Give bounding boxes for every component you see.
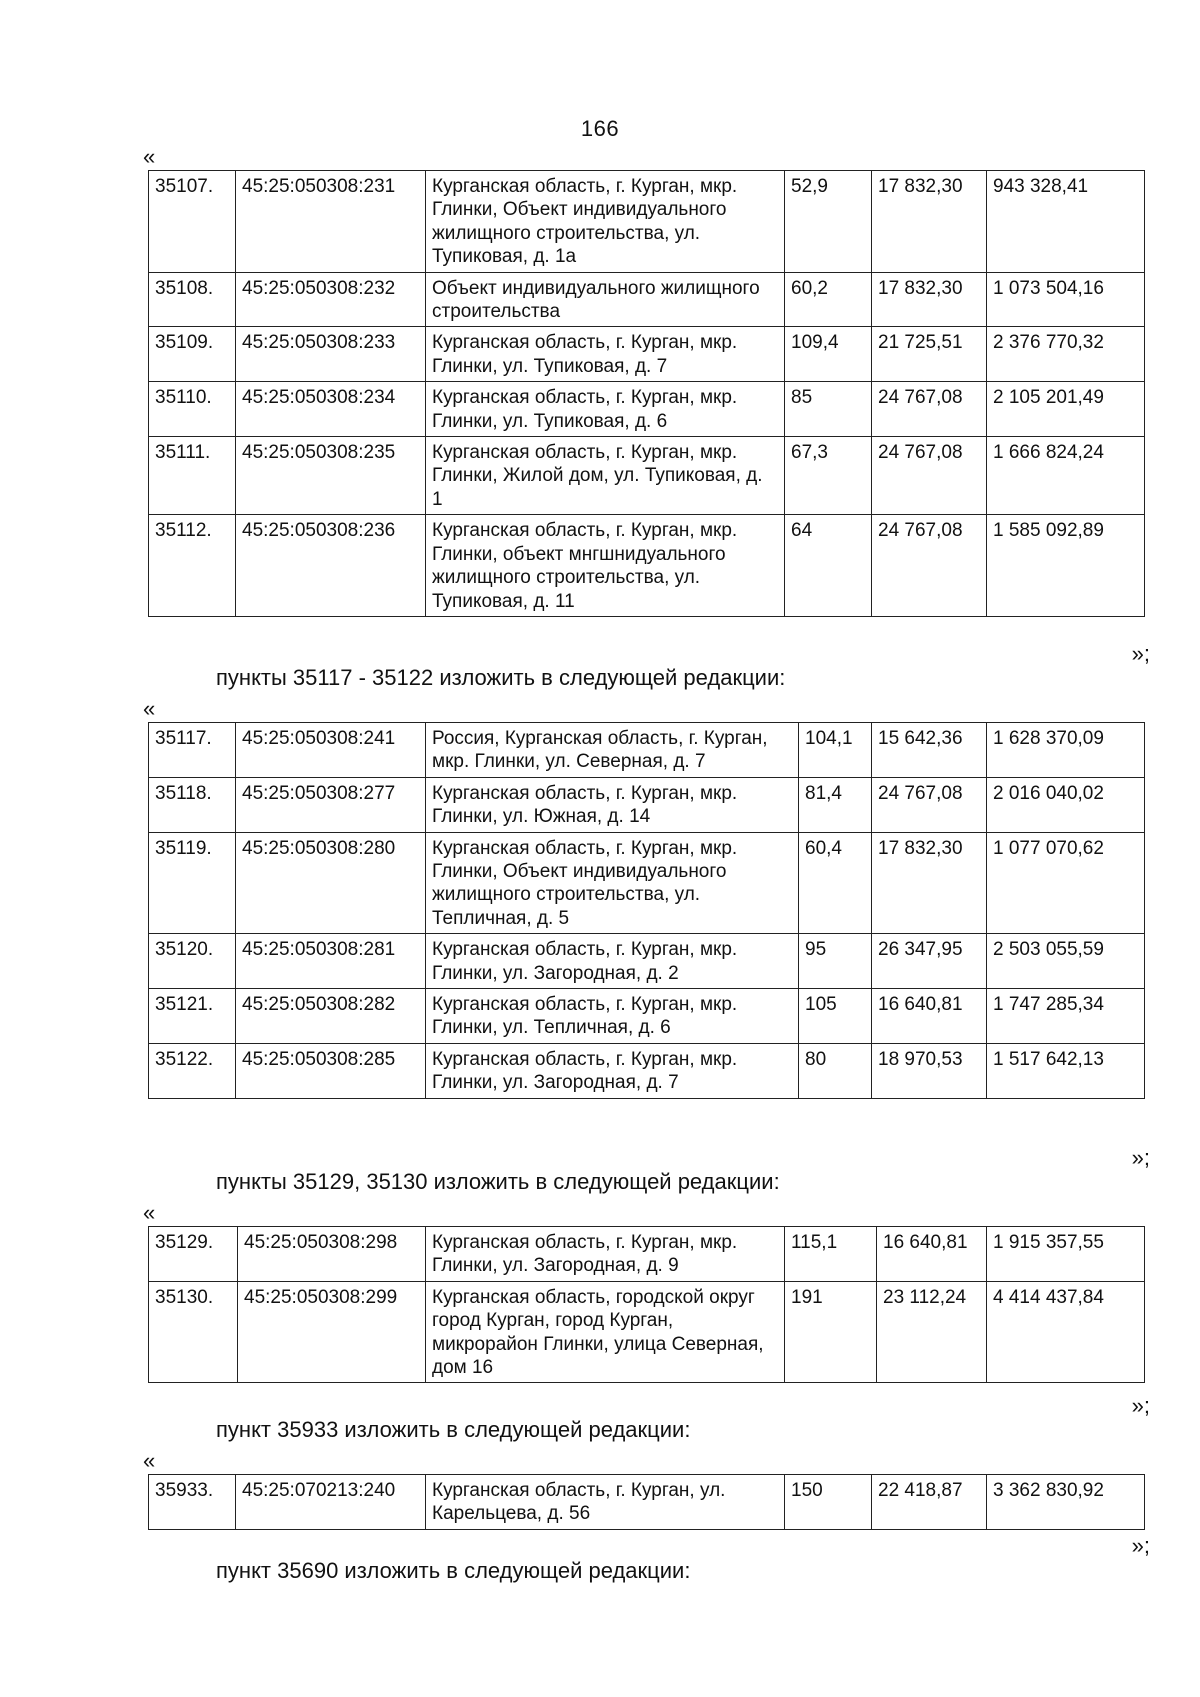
area-cell: 80 (799, 1043, 872, 1098)
address-cell: Курганская область, г. Курган, мкр. Глинки, ул. Загородная, д. 2 (426, 934, 799, 989)
item-number-cell: 35121. (149, 989, 236, 1044)
area-cell: 52,9 (785, 171, 872, 273)
address-cell: Курганская область, г. Курган, мкр. Глинки, ул. Загородная, д. 7 (426, 1043, 799, 1098)
table-row (149, 1281, 1145, 1383)
unit-value-cell: 15 642,36 (872, 723, 987, 778)
cadastral-value-cell: 2 376 770,32 (987, 327, 1145, 382)
unit-value-cell: 23 112,24 (877, 1281, 987, 1383)
table-row (149, 723, 1145, 778)
unit-value-cell: 17 832,30 (872, 832, 987, 934)
area-cell: 105 (799, 989, 872, 1044)
item-number-cell: 35112. (149, 515, 236, 617)
item-number-cell: 35118. (149, 777, 236, 832)
cadastral-number-cell: 45:25:050308:280 (236, 832, 426, 934)
instruction-1: пункты 35117 - 35122 изложить в следующей редакции: (216, 665, 786, 690)
item-number-cell: 35119. (149, 832, 236, 934)
cadastral-value-cell: 1 915 357,55 (987, 1227, 1145, 1282)
instruction-3: пункт 35933 изложить в следующей редакции: (216, 1417, 691, 1442)
item-number-cell: 35129. (149, 1227, 238, 1282)
unit-value-cell: 24 767,08 (872, 437, 987, 515)
cadastral-number-cell: 45:25:070213:240 (236, 1475, 426, 1530)
item-number-cell: 35108. (149, 272, 236, 327)
address-cell: Курганская область, г. Курган, мкр. Глинки, ул. Южная, д. 14 (426, 777, 799, 832)
register-table-1 (148, 170, 1145, 617)
address-cell: Курганская область, г. Курган, мкр. Глинки, ул. Тупиковая, д. 7 (426, 327, 785, 382)
area-cell: 64 (785, 515, 872, 617)
item-number-cell: 35109. (149, 327, 236, 382)
address-cell: Курганская область, г. Курган, мкр. Глинки, Жилой дом, ул. Тупиковая, д. 1 (426, 437, 785, 515)
cadastral-number-cell: 45:25:050308:282 (236, 989, 426, 1044)
unit-value-cell: 24 767,08 (872, 515, 987, 617)
item-number-cell: 35130. (149, 1281, 238, 1383)
cadastral-value-cell: 3 362 830,92 (987, 1475, 1145, 1530)
register-table-3 (148, 1226, 1145, 1383)
close-quote: »; (1131, 1393, 1150, 1418)
table-row (149, 515, 1145, 617)
unit-value-cell: 24 767,08 (872, 382, 987, 437)
area-cell: 150 (785, 1475, 872, 1530)
table-row (149, 832, 1145, 934)
cadastral-number-cell: 45:25:050308:281 (236, 934, 426, 989)
address-cell: Курганская область, г. Курган, мкр. Глинки, объект мнгшнидуального жилищного строительства, ул. Тупиковая, д. 11 (426, 515, 785, 617)
cadastral-value-cell: 1 628 370,09 (987, 723, 1145, 778)
address-cell: Курганская область, г. Курган, мкр. Глинки, Объект индивидуального жилищного строительства, ул. Тупиковая, д. 1а (426, 171, 785, 273)
cadastral-value-cell: 1 747 285,34 (987, 989, 1145, 1044)
cadastral-value-cell: 943 328,41 (987, 171, 1145, 273)
cadastral-value-cell: 2 503 055,59 (987, 934, 1145, 989)
cadastral-value-cell: 2 105 201,49 (987, 382, 1145, 437)
area-cell: 115,1 (785, 1227, 877, 1282)
close-quote: »; (1131, 641, 1150, 666)
address-cell: Курганская область, городской округ город Курган, город Курган, микрорайон Глинки, улица Северная, дом 16 (426, 1281, 785, 1383)
item-number-cell: 35107. (149, 171, 236, 273)
address-cell: Объект индивидуального жилищного строительства (426, 272, 785, 327)
open-quote: « (143, 144, 156, 169)
item-number-cell: 35110. (149, 382, 236, 437)
table-row (149, 171, 1145, 273)
cadastral-value-cell: 2 016 040,02 (987, 777, 1145, 832)
area-cell: 81,4 (799, 777, 872, 832)
unit-value-cell: 17 832,30 (872, 171, 987, 273)
table-row (149, 934, 1145, 989)
item-number-cell: 35122. (149, 1043, 236, 1098)
cadastral-number-cell: 45:25:050308:298 (238, 1227, 426, 1282)
unit-value-cell: 24 767,08 (872, 777, 987, 832)
area-cell: 67,3 (785, 437, 872, 515)
address-cell: Курганская область, г. Курган, мкр. Глинки, ул. Тупиковая, д. 6 (426, 382, 785, 437)
cadastral-number-cell: 45:25:050308:299 (238, 1281, 426, 1383)
table-row (149, 437, 1145, 515)
open-quote: « (143, 696, 156, 721)
cadastral-number-cell: 45:25:050308:241 (236, 723, 426, 778)
unit-value-cell: 18 970,53 (872, 1043, 987, 1098)
cadastral-number-cell: 45:25:050308:285 (236, 1043, 426, 1098)
address-cell: Курганская область, г. Курган, мкр. Глинки, ул. Тепличная, д. 6 (426, 989, 799, 1044)
unit-value-cell: 16 640,81 (877, 1227, 987, 1282)
address-cell: Курганская область, г. Курган, мкр. Глинки, Объект индивидуального жилищного строительства, ул. Тепличная, д. 5 (426, 832, 799, 934)
area-cell: 60,2 (785, 272, 872, 327)
table-row (149, 382, 1145, 437)
cadastral-number-cell: 45:25:050308:232 (236, 272, 426, 327)
area-cell: 85 (785, 382, 872, 437)
register-table-2 (148, 722, 1145, 1099)
table-row (149, 272, 1145, 327)
open-quote: « (143, 1200, 156, 1225)
close-quote: »; (1131, 1533, 1150, 1558)
open-quote: « (143, 1448, 156, 1473)
area-cell: 191 (785, 1281, 877, 1383)
item-number-cell: 35120. (149, 934, 236, 989)
table-row (149, 777, 1145, 832)
address-cell: Курганская область, г. Курган, мкр. Глинки, ул. Загородная, д. 9 (426, 1227, 785, 1282)
table-row (149, 1475, 1145, 1530)
cadastral-value-cell: 1 517 642,13 (987, 1043, 1145, 1098)
area-cell: 104,1 (799, 723, 872, 778)
cadastral-value-cell: 4 414 437,84 (987, 1281, 1145, 1383)
table-row (149, 327, 1145, 382)
item-number-cell: 35111. (149, 437, 236, 515)
unit-value-cell: 21 725,51 (872, 327, 987, 382)
instruction-2: пункты 35129, 35130 изложить в следующей редакции: (216, 1169, 780, 1194)
unit-value-cell: 17 832,30 (872, 272, 987, 327)
address-cell: Россия, Курганская область, г. Курган, мкр. Глинки, ул. Северная, д. 7 (426, 723, 799, 778)
page-number: 166 (580, 116, 620, 141)
cadastral-number-cell: 45:25:050308:235 (236, 437, 426, 515)
unit-value-cell: 26 347,95 (872, 934, 987, 989)
cadastral-number-cell: 45:25:050308:277 (236, 777, 426, 832)
cadastral-number-cell: 45:25:050308:233 (236, 327, 426, 382)
cadastral-number-cell: 45:25:050308:231 (236, 171, 426, 273)
table-row (149, 989, 1145, 1044)
cadastral-value-cell: 1 073 504,16 (987, 272, 1145, 327)
cadastral-number-cell: 45:25:050308:234 (236, 382, 426, 437)
table-row (149, 1043, 1145, 1098)
area-cell: 95 (799, 934, 872, 989)
table-row (149, 1227, 1145, 1282)
item-number-cell: 35117. (149, 723, 236, 778)
cadastral-value-cell: 1 585 092,89 (987, 515, 1145, 617)
area-cell: 60,4 (799, 832, 872, 934)
close-quote: »; (1131, 1145, 1150, 1170)
item-number-cell: 35933. (149, 1475, 236, 1530)
cadastral-number-cell: 45:25:050308:236 (236, 515, 426, 617)
register-table-4 (148, 1474, 1145, 1530)
cadastral-value-cell: 1 077 070,62 (987, 832, 1145, 934)
instruction-4: пункт 35690 изложить в следующей редакции: (216, 1558, 691, 1583)
cadastral-value-cell: 1 666 824,24 (987, 437, 1145, 515)
address-cell: Курганская область, г. Курган, ул. Карельцева, д. 56 (426, 1475, 785, 1530)
unit-value-cell: 16 640,81 (872, 989, 987, 1044)
area-cell: 109,4 (785, 327, 872, 382)
unit-value-cell: 22 418,87 (872, 1475, 987, 1530)
